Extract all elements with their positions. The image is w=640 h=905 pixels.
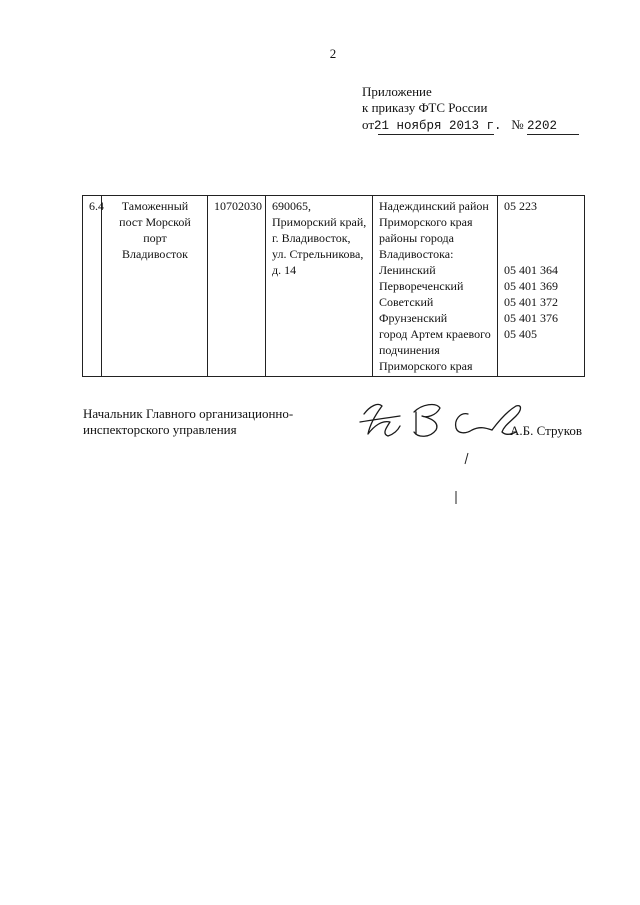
signer-position-line: Начальник Главного организационно- [83, 406, 294, 421]
address-line: г. Владивосток, [272, 231, 351, 245]
post-code-cell: 10702030 [208, 196, 266, 377]
address-line: д. 14 [272, 263, 297, 277]
signer-name: А.Б. Струков [510, 423, 583, 438]
page-number: 2 [329, 46, 337, 61]
pen-mark [452, 490, 460, 506]
number-underline [527, 134, 579, 135]
pen-mark [462, 452, 472, 466]
territory-code: 05 223 [504, 199, 537, 213]
territory-line: Владивостока: [379, 247, 454, 261]
appendix-order-ref: к приказу ФТС России [362, 100, 488, 115]
post-name-line: пост Морской [119, 215, 191, 229]
post-name-line: порт [143, 231, 167, 245]
appendix-title: Приложение [362, 84, 432, 99]
order-date-number-line [362, 117, 557, 137]
row-index: 6.4 [83, 196, 102, 377]
post-name-line: Таможенный [121, 199, 189, 213]
date-prefix: от [362, 117, 375, 132]
signer-position-line: инспекторского управления [83, 422, 237, 437]
territory-code: 05 405 [504, 327, 537, 341]
territory-line: подчинения [379, 343, 440, 357]
order-number: 2202 [526, 119, 557, 133]
territory-code: 05 401 372 [504, 295, 558, 309]
territory-code: 05 401 369 [504, 279, 558, 293]
territory-code: 05 401 364 [504, 263, 558, 277]
territory-line: районы города [379, 231, 454, 245]
order-date: 21 ноября 2013 г. [374, 119, 502, 133]
oktmo-code-cell [498, 196, 585, 377]
territory-line: Фрунзенский [379, 311, 448, 325]
territory-line: Первореченский [379, 279, 464, 293]
appendix-header [362, 84, 557, 137]
address-line: 690065, [272, 199, 311, 213]
territory-line: Приморского края [379, 215, 473, 229]
date-underline [378, 134, 494, 135]
territory-line: город Артем краевого [379, 327, 491, 341]
post-name-line: Владивосток [122, 247, 188, 261]
territory-code: 05 401 376 [504, 311, 558, 325]
post-name-cell [102, 196, 208, 377]
table-row [83, 196, 585, 377]
territory-line: Ленинский [379, 263, 436, 277]
territory-cell [373, 196, 498, 377]
customs-post-table [82, 195, 585, 377]
address-cell [266, 196, 373, 377]
address-line: Приморский край, [272, 215, 367, 229]
number-prefix: № [511, 117, 524, 132]
address-line: ул. Стрельникова, [272, 247, 364, 261]
territory-line: Приморского края [379, 359, 473, 373]
signer-position [83, 406, 293, 438]
handwritten-signature [356, 392, 526, 452]
territory-line: Советский [379, 295, 434, 309]
territory-line: Надеждинский район [379, 199, 489, 213]
